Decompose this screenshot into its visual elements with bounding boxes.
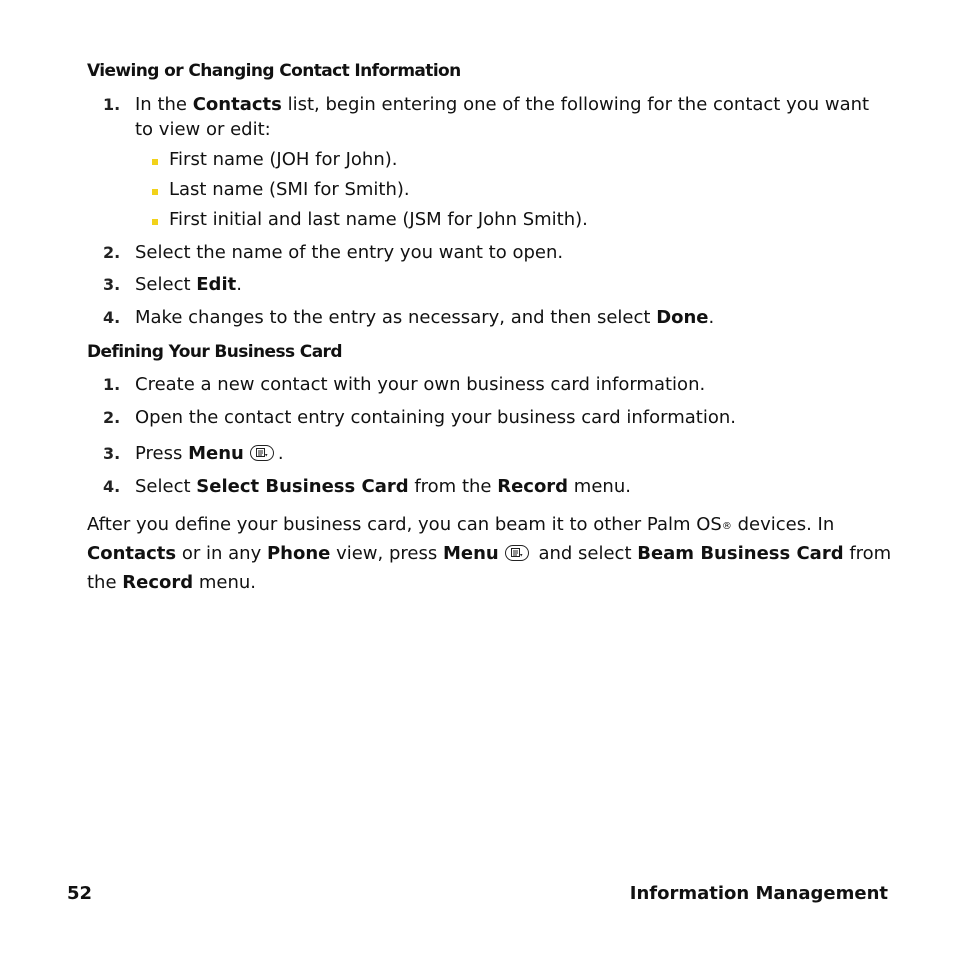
bullet-text: First initial and last name (JSM for John Smith). bbox=[169, 209, 588, 230]
step-text: Select Select Business Card from the Record menu. bbox=[135, 476, 631, 497]
bullet-square-icon bbox=[152, 219, 158, 225]
step-text: Select Edit. bbox=[135, 274, 242, 295]
step-number: 2. bbox=[103, 408, 121, 427]
step-number: 3. bbox=[103, 444, 121, 463]
section-title-footer: Information Management bbox=[629, 883, 888, 904]
menu-key-icon bbox=[505, 545, 529, 561]
step-number: 4. bbox=[103, 308, 121, 327]
bullet-square-icon bbox=[152, 189, 158, 195]
section-heading-viewing: Viewing or Changing Contact Information bbox=[87, 61, 461, 81]
step-text: Select the name of the entry you want to open. bbox=[135, 242, 564, 263]
menu-key-icon bbox=[250, 445, 274, 461]
bullet-text: First name (JOH for John). bbox=[169, 149, 398, 170]
step-number: 3. bbox=[103, 275, 121, 294]
step-text: In the Contacts list, begin entering one of the following for the contact you want to view or edit: bbox=[135, 94, 870, 140]
step-number: 1. bbox=[103, 375, 121, 394]
bullet-square-icon bbox=[152, 159, 158, 165]
bullet-text: Last name (SMI for Smith). bbox=[169, 179, 410, 200]
beam-paragraph: After you define your business card, you can beam it to other Palm OS® devices. In Contacts or in any Phone view, press Menu and select Beam Business Card from the Record menu. bbox=[87, 514, 892, 593]
page-number: 52 bbox=[67, 883, 93, 904]
step-text: Open the contact entry containing your business card information. bbox=[135, 407, 736, 428]
step-number: 4. bbox=[103, 477, 121, 496]
step-text: Press Menu . bbox=[135, 443, 284, 464]
section-heading-business-card: Defining Your Business Card bbox=[87, 342, 342, 362]
step-text: Make changes to the entry as necessary, and then select Done. bbox=[135, 307, 715, 328]
step-number: 2. bbox=[103, 243, 121, 262]
step-number: 1. bbox=[103, 95, 121, 114]
step-text: Create a new contact with your own business card information. bbox=[135, 374, 706, 395]
